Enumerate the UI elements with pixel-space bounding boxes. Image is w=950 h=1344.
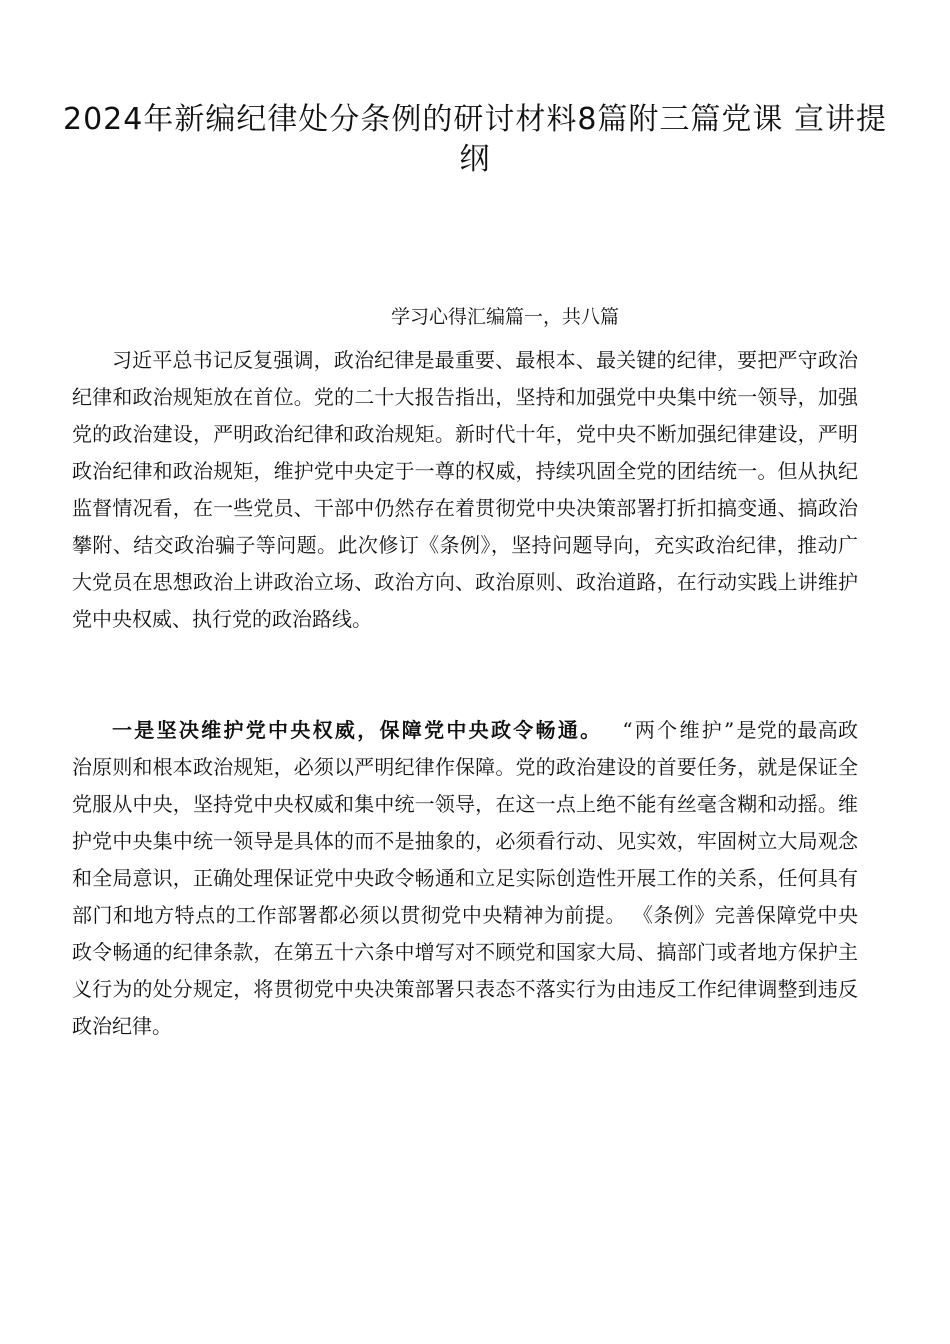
paragraph-intro: 习近平总书记反复强调，政治纪律是最重要、最根本、最关键的纪律，要把严守政治纪律和政治规矩放在首位。党的二十大报告指出，坚持和加强党中央集中统一领导，加强党的政治建设，严明政治纪律和政治规矩。新时代十年，党中央不断加强纪律建设，严明政治纪律和政治规矩，维护党中央定于一尊的权威，持续巩固全党的团结统一。但从执纪监督情况看，在一些党员、干部中仍然存在着贯彻党中央决策部署打折扣搞变通、搞政治攀附、结交政治骗子等问题。此次修订《条例》，坚持问题导向，充实政治纪律，推动广大党员在思想政治上讲政治立场、政治方向、政治原则、政治道路，在行动实践上讲维护党中央权威、执行党的政治路线。 — [72, 348, 858, 631]
paragraph-quote: “两个维护” — [622, 718, 737, 742]
document-subtitle: 学习心得汇编篇一，共八篇 — [390, 306, 619, 328]
paragraph-body: 是党的最高政治原则和根本政治规矩，必须以严明纪律作保障。党的政治建设的首要任务，就是保证全党服从中央，坚持党中央权威和集中统一领导，在这一点上绝不能有丝毫含糊和动摇。维护党中央集中统一领导是具体的而不是抽象的，必须看行动、见实效，牢固树立大局观念和全局意识，正确处理保证党中央政令畅通和立足实际创造性开展工作的关系，任何具有部门和地方特点的工作部署都必须以贯彻党中央精神为前提。 《条例》完善保障党中央政令畅通的纪律条款，在第五十六条中增写对不顾党和国家大局、搞部门或者地方保护主义行为的处分规定，将贯彻党中央决策部署只表态不落实行为由违反工作纪律调整到违反政治纪律。 — [72, 718, 859, 1038]
document-title: 2024年新编纪律处分条例的研讨材料8篇附三篇党课 宣讲提纲 — [63, 102, 887, 177]
paragraph-lead-heading: 一是坚决维护党中央权威，保障党中央政令畅通。 — [112, 718, 603, 742]
paragraph-point-one — [72, 712, 858, 1045]
